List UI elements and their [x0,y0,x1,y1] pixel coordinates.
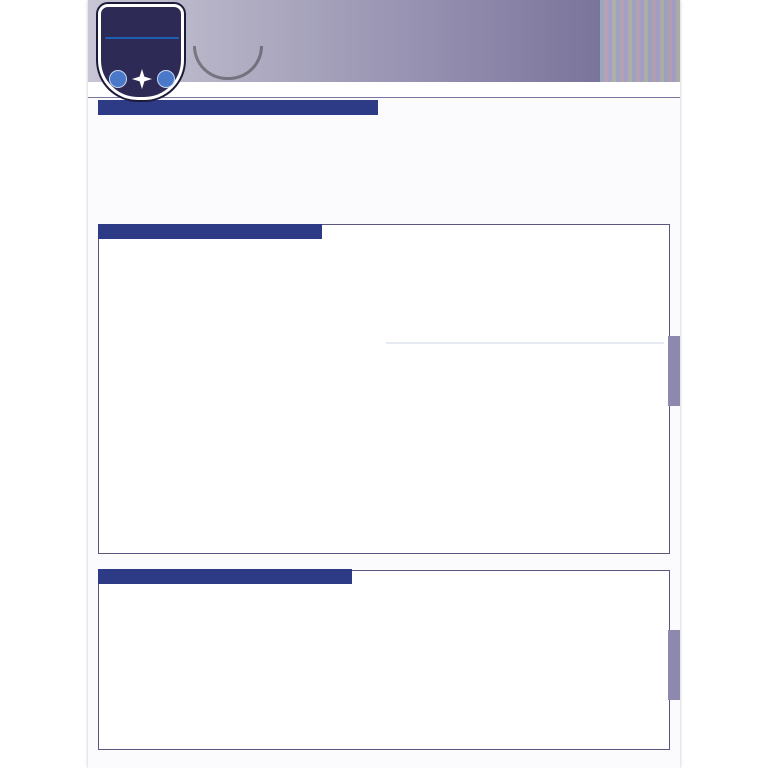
coding-conventions-box [98,224,670,554]
camera-icon [157,70,175,88]
section-title-coding-conventions [98,224,322,239]
section-title-sections [98,569,352,584]
sections-box [98,570,670,750]
logo-icons [107,65,177,93]
star-of-life-icon [132,69,152,89]
stethoscope-image [193,46,263,80]
quickstudy-medical-logo [98,4,184,100]
brand-medical [105,37,179,39]
open-side-tab [668,336,680,406]
bookshelf-image [600,0,680,82]
section-title-principal-procedure [98,100,378,115]
pcs-table-heading [386,342,664,344]
open-side-tab-2 [668,630,680,700]
guide-sheet [88,0,680,768]
heart-icon [109,70,127,88]
pcs-example-table [386,342,664,344]
